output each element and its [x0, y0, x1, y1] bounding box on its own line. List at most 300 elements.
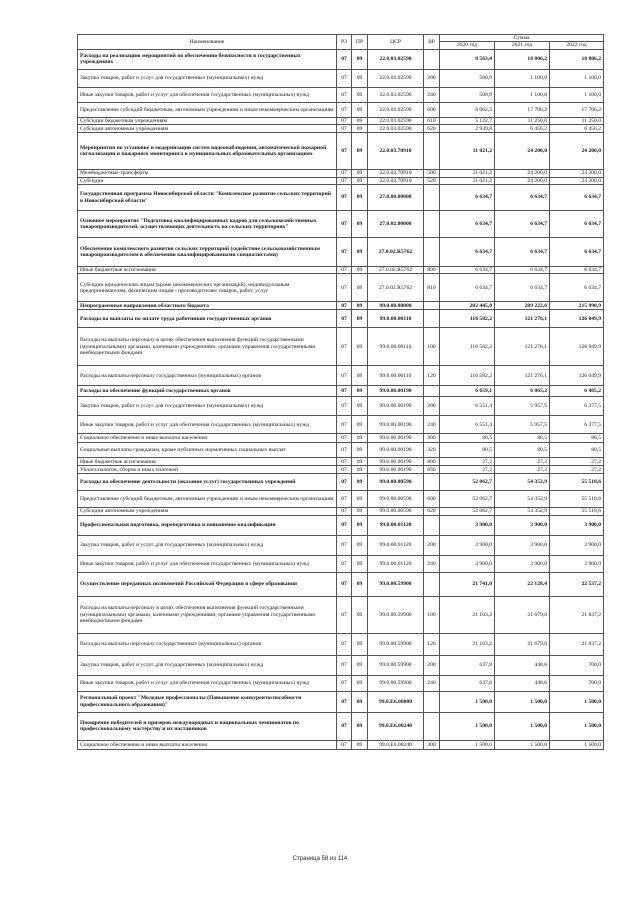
cell-vr: 620 — [424, 508, 440, 515]
table-row — [78, 238, 604, 267]
cell-rz: 07 — [337, 535, 352, 555]
table-row — [78, 211, 604, 238]
page-footer: Страница 58 из 114 — [292, 856, 348, 862]
cell-rz: 07 — [337, 491, 352, 508]
table-row — [78, 102, 604, 117]
cell-y3: 1 500,0 — [550, 712, 604, 740]
cell-y2: 1 500,0 — [495, 691, 550, 712]
cell-y1: 52 062,7 — [440, 508, 495, 515]
cell-name: Иные закупки товаров, работ и услуг для обеспечения государственных (муниципальных) нужд — [78, 416, 337, 434]
table-row — [78, 515, 604, 535]
cell-y1: 6 634,7 — [440, 211, 495, 238]
cell-y3: 3 900,0 — [550, 535, 604, 555]
cell-y2: 54 352,9 — [495, 491, 550, 508]
table-row — [78, 274, 604, 302]
cell-pr: 09 — [352, 712, 368, 740]
cell-pr: 09 — [352, 434, 368, 443]
cell-csr: 99.0.00.01120 — [368, 535, 424, 555]
table-row — [78, 310, 604, 328]
cell-y1: 6 634,7 — [440, 185, 495, 211]
cell-y1: 11 021,2 — [440, 177, 495, 184]
cell-csr: 99.0.00.00190 — [368, 458, 424, 466]
cell-name: Субсидии бюджетным учреждениям — [78, 117, 337, 124]
table-row — [78, 443, 604, 458]
cell-y2: 11 250,0 — [495, 117, 550, 124]
cell-y1: 27,2 — [440, 458, 495, 466]
table-row — [78, 458, 604, 466]
cell-vr — [424, 712, 440, 740]
cell-y2: 3 900,0 — [495, 555, 550, 572]
cell-rz: 07 — [337, 211, 352, 238]
cell-csr: 27.0.02.R5762 — [368, 238, 424, 267]
table-row — [78, 596, 604, 633]
cell-name: Мероприятия по установке и модернизации систем видеонаблюдения, автоматической пожарной сигнализации и пожарного мониторинга в муниципальных образовательных организациях — [78, 133, 337, 170]
cell-rz: 07 — [337, 633, 352, 655]
cell-name: Расходы на выплаты персоналу государственных (муниципальных) органов — [78, 633, 337, 655]
cell-y3: 6 456,2 — [550, 125, 604, 133]
cell-vr: 620 — [424, 125, 440, 133]
cell-y2: 6 634,7 — [495, 185, 550, 211]
cell-y3: 80,5 — [550, 434, 604, 443]
cell-vr: 200 — [424, 655, 440, 675]
cell-y1: 11 021,2 — [440, 170, 495, 177]
table-row — [78, 177, 604, 184]
cell-y3: 22 537,2 — [550, 572, 604, 596]
header-name: Наименование — [78, 35, 337, 50]
cell-y2: 17 706,2 — [495, 102, 550, 117]
cell-vr — [424, 185, 440, 211]
cell-csr: 99.0.00.00190 — [368, 416, 424, 434]
cell-pr: 09 — [352, 238, 368, 267]
cell-y3: 3 900,0 — [550, 515, 604, 535]
cell-name: Государственная программа Новосибирской области "Комплексное развитие сельских территорий в Новосибирской области" — [78, 185, 337, 211]
cell-rz: 07 — [337, 125, 352, 133]
cell-vr — [424, 238, 440, 267]
cell-csr: 99.0.E6.08240 — [368, 740, 424, 749]
cell-y1: 3 900,0 — [440, 555, 495, 572]
cell-name: Закупка товаров, работ и услуг для государственных (муниципальных) нужд — [78, 535, 337, 555]
cell-y2: 121 276,1 — [495, 310, 550, 328]
table-row — [78, 555, 604, 572]
header-sum: Сумма — [440, 35, 604, 42]
table-row — [78, 133, 604, 170]
cell-rz: 07 — [337, 328, 352, 366]
cell-y1: 8 062,5 — [440, 102, 495, 117]
table-row — [78, 386, 604, 397]
cell-pr: 09 — [352, 302, 368, 310]
cell-csr: 27.0.02.R5762 — [368, 274, 424, 302]
cell-csr: 22.0.03.02590 — [368, 117, 424, 124]
cell-y3: 27,2 — [550, 466, 604, 474]
cell-y2: 27,2 — [495, 466, 550, 474]
cell-name: Расходы на обеспечение функций государственных органов — [78, 386, 337, 397]
cell-vr: 120 — [424, 366, 440, 386]
cell-y3: 21 837,2 — [550, 596, 604, 633]
budget-table-page — [77, 34, 603, 750]
cell-y3: 6 377,5 — [550, 397, 604, 416]
cell-name: Иные бюджетные ассигнования — [78, 458, 337, 466]
table-body — [78, 49, 604, 749]
cell-csr: 99.0.00.59900 — [368, 596, 424, 633]
cell-pr: 09 — [352, 675, 368, 691]
cell-vr: 240 — [424, 675, 440, 691]
table-row — [78, 366, 604, 386]
cell-y2: 54 352,9 — [495, 508, 550, 515]
cell-y2: 1 500,0 — [495, 712, 550, 740]
cell-rz: 07 — [337, 572, 352, 596]
cell-rz: 07 — [337, 238, 352, 267]
cell-y1: 80,5 — [440, 434, 495, 443]
cell-y3: 11 250,0 — [550, 117, 604, 124]
cell-vr — [424, 211, 440, 238]
cell-y3: 700,0 — [550, 675, 604, 691]
cell-y3: 55 518,6 — [550, 491, 604, 508]
cell-y3: 6 634,7 — [550, 211, 604, 238]
cell-y3: 6 634,7 — [550, 185, 604, 211]
cell-pr: 09 — [352, 185, 368, 211]
cell-vr: 200 — [424, 69, 440, 87]
cell-rz: 07 — [337, 740, 352, 749]
cell-csr: 99.0.00.00590 — [368, 508, 424, 515]
cell-rz: 07 — [337, 49, 352, 69]
cell-y3: 55 518,6 — [550, 508, 604, 515]
cell-name: Предоставление субсидий бюджетным, автономным учреждениям и иным некоммерческим организациям — [78, 102, 337, 117]
table-row — [78, 491, 604, 508]
cell-vr — [424, 572, 440, 596]
cell-rz: 07 — [337, 443, 352, 458]
table-row — [78, 691, 604, 712]
table-row — [78, 474, 604, 491]
cell-y2: 5 957,5 — [495, 416, 550, 434]
table-row — [78, 397, 604, 416]
cell-y1: 500,9 — [440, 69, 495, 87]
cell-rz: 07 — [337, 416, 352, 434]
cell-pr: 09 — [352, 117, 368, 124]
cell-vr: 800 — [424, 458, 440, 466]
cell-name: Субсидии автономным учреждениям — [78, 508, 337, 515]
cell-y2: 3 900,0 — [495, 535, 550, 555]
cell-vr: 240 — [424, 555, 440, 572]
cell-y2: 121 276,1 — [495, 328, 550, 366]
cell-y1: 637,8 — [440, 655, 495, 675]
cell-csr: 99.0.00.59900 — [368, 572, 424, 596]
cell-name: Социальное обеспечение и иные выплаты населению — [78, 434, 337, 443]
cell-y2: 21 679,8 — [495, 596, 550, 633]
cell-y1: 27,2 — [440, 466, 495, 474]
cell-y2: 21 679,8 — [495, 633, 550, 655]
table-row — [78, 87, 604, 102]
cell-name: Осуществление переданных полномочий Российской Федерации в сфере образования — [78, 572, 337, 596]
cell-csr: 99.0.00.00190 — [368, 434, 424, 443]
cell-vr: 610 — [424, 117, 440, 124]
cell-csr: 22.0.03.70910 — [368, 170, 424, 177]
cell-y2: 22 128,4 — [495, 572, 550, 596]
cell-y2: 6 456,2 — [495, 125, 550, 133]
cell-pr: 09 — [352, 416, 368, 434]
cell-y3: 126 049,9 — [550, 310, 604, 328]
header-year-2022: 2022 год — [550, 42, 604, 49]
cell-vr: 850 — [424, 466, 440, 474]
table-row — [78, 185, 604, 211]
cell-name: Расходы на выплаты по оплате труда работников государственных органов — [78, 310, 337, 328]
cell-csr: 99.0.00.59900 — [368, 655, 424, 675]
cell-y3: 17 706,2 — [550, 102, 604, 117]
cell-pr: 09 — [352, 102, 368, 117]
cell-y2: 3 900,0 — [495, 515, 550, 535]
cell-y3: 1 100,0 — [550, 69, 604, 87]
table-row — [78, 69, 604, 87]
cell-csr: 99.0.00.00190 — [368, 466, 424, 474]
cell-pr: 09 — [352, 177, 368, 184]
cell-vr: 320 — [424, 443, 440, 458]
cell-name: Закупка товаров, работ и услуг для государственных (муниципальных) нужд — [78, 397, 337, 416]
cell-pr: 09 — [352, 267, 368, 274]
cell-pr: 09 — [352, 69, 368, 87]
cell-name: Расходы на выплаты персоналу государственных (муниципальных) органов — [78, 366, 337, 386]
cell-csr: 99.0.00.00110 — [368, 366, 424, 386]
table-row — [78, 328, 604, 366]
cell-y1: 6 634,7 — [440, 267, 495, 274]
header-year-2020: 2020 год — [440, 42, 495, 49]
cell-vr: 300 — [424, 740, 440, 749]
cell-vr: 240 — [424, 416, 440, 434]
cell-y3: 126 049,9 — [550, 366, 604, 386]
cell-vr — [424, 691, 440, 712]
cell-rz: 07 — [337, 596, 352, 633]
cell-y1: 6 551,4 — [440, 397, 495, 416]
cell-name: Предоставление субсидий бюджетным, автономным учреждениям и иным некоммерческим организациям — [78, 491, 337, 508]
cell-vr: 520 — [424, 177, 440, 184]
cell-pr: 09 — [352, 211, 368, 238]
cell-csr: 99.0.E6.00000 — [368, 691, 424, 712]
cell-csr: 99.0.00.00590 — [368, 474, 424, 491]
cell-y1: 52 062,7 — [440, 491, 495, 508]
cell-y1: 80,5 — [440, 443, 495, 458]
cell-y3: 6 485,2 — [550, 386, 604, 397]
cell-vr — [424, 474, 440, 491]
cell-name: Иные закупки товаров, работ и услуг для обеспечения государственных (муниципальных) нужд — [78, 87, 337, 102]
cell-y1: 1 500,0 — [440, 740, 495, 749]
cell-csr: 99.0.00.59900 — [368, 633, 424, 655]
cell-y2: 1 100,0 — [495, 87, 550, 102]
cell-rz: 07 — [337, 102, 352, 117]
cell-rz: 07 — [337, 170, 352, 177]
table-row — [78, 633, 604, 655]
cell-vr — [424, 302, 440, 310]
cell-y1: 637,8 — [440, 675, 495, 691]
cell-y3: 6 634,7 — [550, 274, 604, 302]
cell-y1: 8 563,4 — [440, 49, 495, 69]
cell-y2: 80,5 — [495, 434, 550, 443]
cell-csr: 99.0.00.00190 — [368, 397, 424, 416]
cell-vr: 500 — [424, 170, 440, 177]
cell-pr: 09 — [352, 458, 368, 466]
cell-y2: 24 200,0 — [495, 133, 550, 170]
cell-y3: 3 900,0 — [550, 555, 604, 572]
cell-rz: 07 — [337, 397, 352, 416]
cell-name: Расходы на выплаты персоналу в целях обеспечения выполнения функций государственными (муниципальными) органами, казенными учреждениями, органами управления государственными внебюджетными фондами — [78, 328, 337, 366]
cell-name: Иные закупки товаров, работ и услуг для обеспечения государственных (муниципальных) нужд — [78, 675, 337, 691]
cell-rz: 07 — [337, 655, 352, 675]
cell-pr: 09 — [352, 633, 368, 655]
cell-y1: 3 900,0 — [440, 535, 495, 555]
cell-rz: 07 — [337, 310, 352, 328]
cell-vr: 200 — [424, 397, 440, 416]
cell-csr: 99.0.00.00190 — [368, 443, 424, 458]
cell-csr: 99.0.00.59900 — [368, 675, 424, 691]
cell-name: Социальное обеспечение и иные выплаты населению — [78, 740, 337, 749]
cell-y2: 5 957,5 — [495, 397, 550, 416]
table-row — [78, 302, 604, 310]
cell-pr: 09 — [352, 397, 368, 416]
cell-y2: 448,6 — [495, 655, 550, 675]
cell-y1: 21 741,0 — [440, 572, 495, 596]
cell-csr: 99.0.00.00000 — [368, 302, 424, 310]
cell-csr: 27.0.02.00000 — [368, 211, 424, 238]
cell-rz: 07 — [337, 508, 352, 515]
cell-y2: 448,6 — [495, 675, 550, 691]
cell-y2: 24 200,0 — [495, 177, 550, 184]
cell-y3: 6 377,5 — [550, 416, 604, 434]
cell-csr: 99.0.00.01120 — [368, 555, 424, 572]
cell-y3: 126 049,9 — [550, 328, 604, 366]
cell-pr: 09 — [352, 170, 368, 177]
cell-vr: 100 — [424, 328, 440, 366]
cell-pr: 09 — [352, 49, 368, 69]
cell-y1: 500,9 — [440, 87, 495, 102]
cell-vr: 800 — [424, 267, 440, 274]
cell-pr: 09 — [352, 274, 368, 302]
cell-csr: 22.0.03.02590 — [368, 49, 424, 69]
table-row — [78, 535, 604, 555]
cell-y1: 52 062,7 — [440, 474, 495, 491]
cell-csr: 22.0.03.02590 — [368, 102, 424, 117]
cell-rz: 07 — [337, 386, 352, 397]
cell-name: Субсидии юридическим лицам (кроме некоммерческих организаций), индивидуальным предпринимателям, физическим лицам - производителям товаров, работ, услуг — [78, 274, 337, 302]
header-rz: РЗ — [337, 35, 352, 50]
cell-rz: 07 — [337, 675, 352, 691]
table-row — [78, 49, 604, 69]
table-row — [78, 267, 604, 274]
cell-y2: 121 276,1 — [495, 366, 550, 386]
table-row — [78, 125, 604, 133]
cell-y2: 54 352,9 — [495, 474, 550, 491]
header-pr: ПР — [352, 35, 368, 50]
cell-rz: 07 — [337, 555, 352, 572]
cell-csr: 22.0.03.70910 — [368, 133, 424, 170]
cell-rz: 07 — [337, 69, 352, 87]
cell-y1: 21 103,2 — [440, 596, 495, 633]
cell-pr: 09 — [352, 572, 368, 596]
cell-y2: 27,2 — [495, 458, 550, 466]
cell-pr: 09 — [352, 508, 368, 515]
cell-pr: 09 — [352, 691, 368, 712]
cell-rz: 07 — [337, 466, 352, 474]
cell-name: Основное мероприятие "Подготовка квалифицированных кадров для сельскохозяйственных товаропроизводителей, осуществляющих деятельность на сельских территориях" — [78, 211, 337, 238]
cell-csr: 22.0.03.70910 — [368, 177, 424, 184]
cell-name: Профессиональная подготовка, переподготовка и повышение квалификации — [78, 515, 337, 535]
table-row — [78, 170, 604, 177]
cell-y3: 21 837,2 — [550, 633, 604, 655]
cell-name: Закупка товаров, работ и услуг для государственных (муниципальных) нужд — [78, 655, 337, 675]
cell-csr: 99.0.00.01120 — [368, 515, 424, 535]
cell-y2: 209 222,6 — [495, 302, 550, 310]
cell-y2: 24 200,0 — [495, 170, 550, 177]
table-row — [78, 675, 604, 691]
cell-name: Расходы на обеспечение деятельности (оказание услуг) государственных учреждений — [78, 474, 337, 491]
cell-y2: 6 065,2 — [495, 386, 550, 397]
table-row — [78, 117, 604, 124]
cell-name: Социальные выплаты гражданам, кроме публичных нормативных социальных выплат — [78, 443, 337, 458]
cell-rz: 07 — [337, 366, 352, 386]
cell-y2: 6 634,7 — [495, 274, 550, 302]
cell-vr — [424, 515, 440, 535]
cell-name: Иные бюджетные ассигнования — [78, 267, 337, 274]
cell-rz: 07 — [337, 177, 352, 184]
cell-rz: 07 — [337, 133, 352, 170]
cell-name: Субсидии автономным учреждениям — [78, 125, 337, 133]
cell-vr — [424, 133, 440, 170]
cell-name: Поощрение победителей и призеров международных и национальных чемпионатов по профессиональному мастерству и их наставников — [78, 712, 337, 740]
cell-rz: 07 — [337, 691, 352, 712]
table-row — [78, 416, 604, 434]
cell-y1: 11 021,2 — [440, 133, 495, 170]
cell-rz: 07 — [337, 185, 352, 211]
cell-vr: 600 — [424, 102, 440, 117]
cell-rz: 07 — [337, 712, 352, 740]
cell-pr: 09 — [352, 491, 368, 508]
cell-rz: 07 — [337, 515, 352, 535]
cell-pr: 09 — [352, 125, 368, 133]
cell-y3: 55 518,6 — [550, 474, 604, 491]
cell-y3: 700,0 — [550, 655, 604, 675]
cell-pr: 09 — [352, 386, 368, 397]
cell-csr: 99.0.00.00190 — [368, 386, 424, 397]
cell-y3: 1 500,0 — [550, 691, 604, 712]
cell-csr: 99.0.00.00590 — [368, 491, 424, 508]
table-row — [78, 434, 604, 443]
cell-name: Уплата налогов, сборов и иных платежей — [78, 466, 337, 474]
header-csr: ЦСР — [368, 35, 424, 50]
cell-rz: 07 — [337, 474, 352, 491]
cell-y3: 24 200,0 — [550, 177, 604, 184]
cell-pr: 09 — [352, 740, 368, 749]
cell-pr: 09 — [352, 328, 368, 366]
cell-y2: 80,5 — [495, 443, 550, 458]
cell-y2: 1 100,0 — [495, 69, 550, 87]
cell-rz: 07 — [337, 267, 352, 274]
cell-y3: 18 806,2 — [550, 49, 604, 69]
cell-pr: 09 — [352, 474, 368, 491]
cell-vr: 240 — [424, 87, 440, 102]
cell-y1: 202 445,0 — [440, 302, 495, 310]
cell-y1: 21 103,2 — [440, 633, 495, 655]
cell-y3: 6 634,7 — [550, 238, 604, 267]
table-row — [78, 740, 604, 749]
cell-name: Непрограммные направления областного бюджета — [78, 302, 337, 310]
cell-pr: 09 — [352, 87, 368, 102]
cell-csr: 22.0.03.02590 — [368, 125, 424, 133]
cell-pr: 09 — [352, 655, 368, 675]
budget-table — [77, 34, 604, 750]
cell-pr: 09 — [352, 310, 368, 328]
cell-pr: 09 — [352, 466, 368, 474]
cell-vr — [424, 310, 440, 328]
cell-vr: 600 — [424, 491, 440, 508]
cell-y2: 6 634,7 — [495, 267, 550, 274]
cell-y3: 1 500,0 — [550, 740, 604, 749]
cell-y1: 6 659,1 — [440, 386, 495, 397]
